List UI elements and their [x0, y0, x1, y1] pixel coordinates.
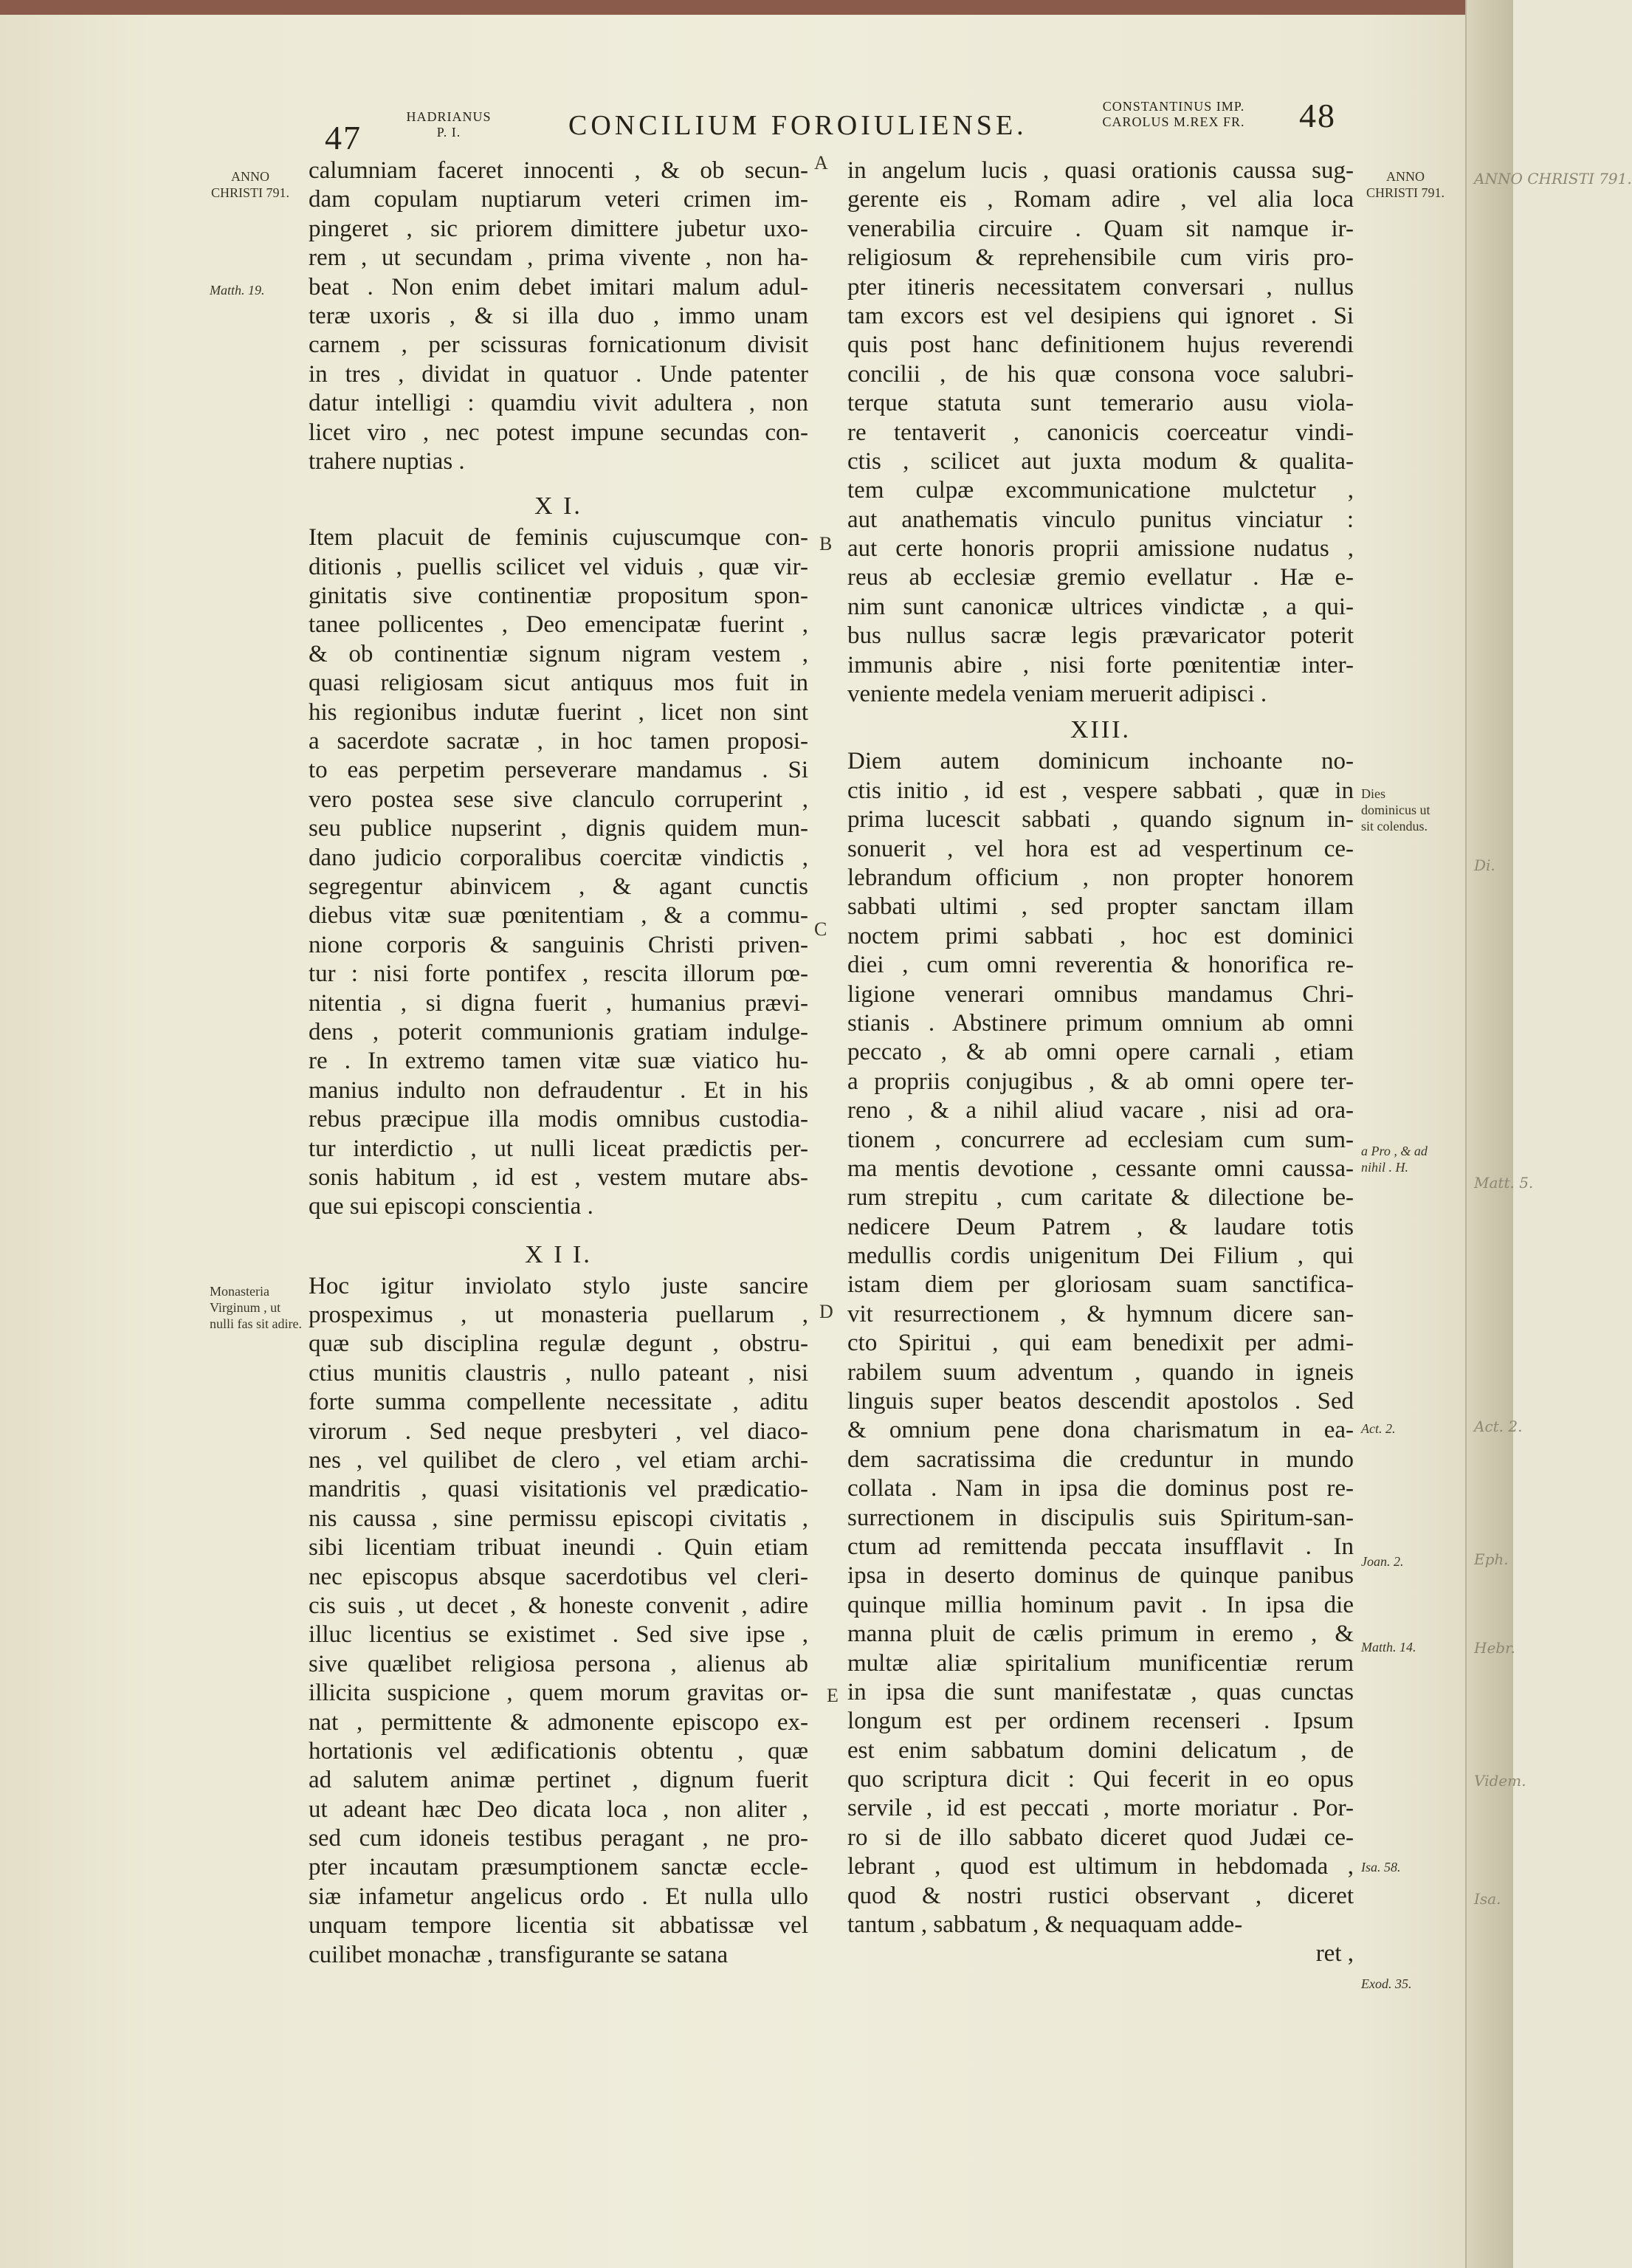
text-line: nes , vel quilibet de clero , vel etiam archi-: [309, 1447, 808, 1474]
section-letter-e: E: [827, 1685, 839, 1706]
text-line: linguis super beatos descendit apostolos . Sed: [847, 1388, 1354, 1415]
margin-note-isa: Isa. 58.: [1361, 1860, 1401, 1874]
text-line: dens , poterit communionis gratiam indulge-: [309, 1018, 808, 1045]
text-line: est enim sabbatum domini delicatum , de: [847, 1736, 1354, 1764]
text-line: rabilem suum adventum , quando in igneis: [847, 1358, 1354, 1386]
text-line: rebus præcipue illa modis omnibus custodia-: [309, 1106, 808, 1133]
text-line: & omnium pene dona charismatum in ea-: [847, 1417, 1354, 1444]
text-line: tionem , concurrere ad ecclesiam cum sum-: [847, 1126, 1354, 1153]
text-line: ctum ad remittenda peccata insufflavit . In: [847, 1533, 1354, 1560]
right-running-head: [1074, 99, 1273, 130]
text-line: multæ aliæ spiritalium munificentiæ rerum: [847, 1649, 1354, 1677]
text-line: ma mentis devotione , cessante omni caussa-: [847, 1155, 1354, 1182]
text-line: gerente eis , Romam adire , vel alia loca: [847, 186, 1354, 213]
catchword: ret ,: [1315, 1940, 1354, 1968]
text-line: quis post hanc definitionem hujus reverendi: [847, 331, 1354, 359]
text-line: re . In extremo tamen vitæ suæ viatico hu-: [309, 1048, 808, 1075]
text-line: prima lucescit sabbati , quando signum in-: [847, 806, 1354, 834]
text-line: aut certe honoris proprii amissione nudatus ,: [847, 535, 1354, 563]
text-line: stianis . Abstinere primum omnium ab omni: [847, 1009, 1354, 1037]
ghost-margin-note: ANNO CHRISTI 791.: [1474, 170, 1632, 188]
text-line: nat , permittente & admonente episcopo ex-: [309, 1708, 808, 1736]
text-line: ad salutem animæ pertinet , dignum fuerit: [309, 1767, 808, 1794]
section-letter-b: B: [819, 533, 833, 554]
text-line: ginitatis sive continentiæ propositum spon-: [309, 583, 808, 610]
text-line: venerabilia circuire . Quam sit namque ir-: [847, 215, 1354, 242]
text-line: in ipsa die sunt manifestatæ , quas cunctas: [847, 1678, 1354, 1705]
text-line: surrectionem in discipulis suis Spiritum-san-: [847, 1504, 1354, 1531]
right-page-number: 48: [1299, 97, 1336, 134]
text-line: bus nullus sacræ legis prævaricator poterit: [847, 622, 1354, 650]
text-line: lebrant , quod est ultimum in hebdomada ,: [847, 1853, 1354, 1880]
text-line: manna pluit de cælis primum in eremo , &: [847, 1621, 1354, 1648]
text-line: prospeximus , ut monasteria puellarum ,: [309, 1302, 808, 1329]
text-line: illuc licentius se existimet . Sed sive ipse ,: [309, 1621, 808, 1649]
ghost-margin-note: Di.: [1474, 856, 1495, 874]
text-line: datur intelligi : quamdiu vivit adultera , non: [309, 390, 808, 417]
text-line: quinque millia hominum pavit . In ipsa die: [847, 1591, 1354, 1618]
text-line: siæ infametur angelicus ordo . Et nulla ullo: [309, 1883, 808, 1910]
margin-note-matth: Matth. 19.: [210, 283, 265, 298]
right-column: [847, 157, 1354, 1969]
left-running-head: [404, 109, 493, 140]
text-line: diebus vitæ suæ pœnitentiam , & a commu-: [309, 902, 808, 929]
text-line: re tentaverit , canonicis coerceatur vindi-: [847, 419, 1354, 446]
text-line: ctis , scilicet aut juxta modum & qualita-: [847, 447, 1354, 475]
text-line: cuilibet monachæ , transfigurante se satana: [309, 1941, 729, 1968]
text-line: in tres , dividat in quatuor . Unde patenter: [309, 360, 808, 388]
text-line: religiosum & reprehensibile cum viris pro-: [847, 244, 1354, 272]
page-title: CONCILIUM FOROIULIENSE.: [568, 110, 1027, 141]
text-line: virorum . Sed neque presbyteri , vel diaco-: [309, 1418, 808, 1445]
text-line: aut anathematis vinculo punitus vinciatur :: [847, 506, 1354, 533]
text-line: ro si de illo sabbato diceret quod Judæi ce-: [847, 1824, 1354, 1851]
text-block: [309, 1272, 808, 1970]
margin-note-monasteria: Monasteria Virginum , ut nulli fas sit adire.: [210, 1284, 302, 1331]
running-head-line: CAROLUS M.REX FR.: [1102, 114, 1245, 129]
margin-note-matth-right: Matth. 14.: [1361, 1640, 1416, 1654]
text-line: Diem autem dominicum inchoante no-: [847, 748, 1354, 775]
text-line: concilii , de his quæ consona voce salubri-: [847, 360, 1354, 388]
text-line: segregentur abinvicem , & agant cunctis: [309, 873, 808, 900]
text-line: teræ uxoris , & si illa duo , immo unam: [309, 302, 808, 329]
running-head-line: P. I.: [436, 125, 461, 140]
text-line: his regionibus indutæ fuerint , licet non sint: [309, 698, 808, 726]
text-line: nione corporis & sanguinis Christi priven-: [309, 931, 808, 958]
text-line: nitentia , si digna fuerit , humanius prævi-: [309, 989, 808, 1017]
text-line: medullis cordis unigenitum Dei Filium , qui: [847, 1243, 1354, 1270]
text-line: pingeret , sic priorem dimittere jubetur uxo-: [309, 215, 808, 242]
text-line: a propriis conjugibus , & ab omni opere ter-: [847, 1068, 1354, 1095]
text-line: tantum , sabbatum , & nequaquam adde-: [847, 1911, 1243, 1939]
text-line: reus ab ecclesiæ gremio evellatur . Hæ e-: [847, 564, 1354, 591]
top-edge: [0, 0, 1512, 15]
text-line: sed cum idoneis testibus peragant , ne pro-: [309, 1825, 808, 1852]
text-line: trahere nuptias .: [309, 447, 465, 475]
section-letter-a: A: [814, 152, 828, 173]
text-line: licet viro , nec potest impune secundas con-: [309, 419, 808, 446]
text-line: quod & nostri rustici observant , diceret: [847, 1882, 1354, 1909]
text-line: tem culpæ excommunicatione mulctetur ,: [847, 477, 1354, 504]
text-line: diei , cum omni reverentia & honorifica re-: [847, 952, 1354, 979]
margin-note-act: Act. 2.: [1361, 1421, 1396, 1436]
text-line: noctem primi sabbati , hoc est dominici: [847, 922, 1354, 949]
text-line: mandritis , quasi visitationis vel prædicatio-: [309, 1476, 808, 1503]
text-line: ligione venerari omnibus mandamus Chri-: [847, 980, 1354, 1008]
ghost-margin-note: Isa.: [1474, 1890, 1501, 1908]
text-line: ditionis , puellis scilicet vel viduis , quæ vir-: [309, 553, 808, 580]
margin-note-dies-dominicus: Dies dominicus ut sit colendus.: [1361, 786, 1430, 834]
text-line: forte summa compellente necessitate , aditu: [309, 1389, 808, 1416]
text-block: [847, 747, 1354, 1939]
text-line: pter incautam præsumptionem sanctæ eccle-: [309, 1854, 808, 1881]
text-line: sibi licentiam tribuat ineundi . Quin etiam: [309, 1534, 808, 1561]
text-line: servile , id est peccati , morte moriatur . Por-: [847, 1795, 1354, 1822]
text-line: sabbati ultimi , sed propter sanctam illam: [847, 893, 1354, 921]
text-block: [309, 523, 808, 1221]
section-heading: X I I.: [525, 1240, 592, 1268]
text-line: collata . Nam in ipsa die dominus post re-: [847, 1475, 1354, 1502]
text-block: [309, 157, 808, 476]
text-line: carnem , per scissuras fornicationum divisit: [309, 331, 808, 359]
text-line: cis suis , ut decet , & honeste convenit , adire: [309, 1592, 808, 1619]
margin-note-anno-right: ANNO CHRISTI 791.: [1366, 169, 1445, 200]
text-line: pter itineris necessitatem conversari , nullus: [847, 273, 1354, 300]
text-line: tam excors est vel desipiens qui ignoret . Si: [847, 302, 1354, 329]
text-line: sive quælibet religiosa persona , alienus ab: [309, 1650, 808, 1677]
text-line: calumniam faceret innocenti , & ob secun-: [309, 157, 808, 184]
text-line: rum strepitu , cum caritate & dilectione be-: [847, 1184, 1354, 1212]
text-line: sonuerit , vel hora est ad vespertinum ce-: [847, 835, 1354, 862]
text-line: beat . Non enim debet imitari malum adul-: [309, 273, 808, 300]
text-line: hortationis vel ædificationis obtentu , quæ: [309, 1737, 808, 1764]
ghost-margin-note: Act. 2.: [1474, 1418, 1523, 1435]
text-line: nedicere Deum Patrem , & laudare totis: [847, 1213, 1354, 1240]
margin-note-anno: ANNO CHRISTI 791.: [210, 169, 289, 200]
margin-note-joan: Joan. 2.: [1361, 1554, 1404, 1569]
text-line: peccato , & ab omni opere carnali , etiam: [847, 1039, 1354, 1066]
text-line: seu publice nupserint , dignis quidem mun-: [309, 815, 808, 842]
text-line: nim sunt canonicæ ultrices vindictæ , a qui-: [847, 593, 1354, 620]
left-page-number: 47: [325, 119, 362, 157]
text-line: ctis initio , id est , vespere sabbati , quæ in: [847, 777, 1354, 804]
section-letter-c: C: [814, 918, 827, 940]
text-line: Hoc igitur inviolato stylo juste sancire: [309, 1272, 808, 1299]
text-line: manius indulto non defraudentur . Et in his: [309, 1076, 808, 1104]
text-line: quasi religiosam sicut antiquus mos fuit in: [309, 670, 808, 697]
running-head-line: CONSTANTINUS IMP.: [1102, 99, 1245, 114]
text-line: reno , & a nihil aliud vacare , nisi ad ora-: [847, 1097, 1354, 1124]
text-line: que sui episcopi conscientia .: [309, 1193, 593, 1220]
ghost-margin-note: Hebr.: [1474, 1639, 1515, 1657]
text-line: tanee pollicentes , Deo emencipatæ fuerint ,: [309, 611, 808, 639]
text-line: unquam tempore licentia sit abbatissæ vel: [309, 1912, 808, 1939]
text-line: tur interdictio , ut nulli liceat prædictis per-: [309, 1135, 808, 1162]
ghost-margin-note: Videm.: [1474, 1772, 1526, 1790]
ghost-margin-note: Matt. 5.: [1474, 1174, 1534, 1192]
facing-page-edge: [1465, 0, 1632, 2268]
text-line: cto Spiritui , qui eam benedixit per admi-: [847, 1330, 1354, 1357]
text-line: longum est per ordinem recenseri . Ipsum: [847, 1708, 1354, 1735]
text-line: rem , ut secundam , prima vivente , non ha-: [309, 244, 808, 272]
text-line: terque statuta sunt temerario ausu viola-: [847, 390, 1354, 417]
text-line: ut adeant hæc Deo dicata loca , non aliter ,: [309, 1796, 808, 1823]
text-line: tur : nisi forte pontifex , rescita illorum pœ-: [309, 961, 808, 988]
text-line: dam copulam nuptiarum veteri crimen im-: [309, 186, 808, 213]
text-line: sonis habitum , id est , vestem mutare abs-: [309, 1164, 808, 1191]
text-line: ipsa in deserto dominus de quinque panibus: [847, 1562, 1354, 1590]
text-line: istam diem per gloriosam suam sanctifica-: [847, 1271, 1354, 1299]
section-heading: X I.: [534, 492, 582, 520]
text-line: lebrandum officium , non propter honorem: [847, 864, 1354, 891]
text-line: dem sacratissima die creduntur in mundo: [847, 1446, 1354, 1473]
text-line: & ob continentiæ signum nigram vestem ,: [309, 640, 808, 667]
ghost-margin-note: Eph.: [1474, 1550, 1509, 1568]
text-line: nis caussa , sine permissu episcopi civitatis ,: [309, 1505, 808, 1532]
section-letter-d: D: [819, 1301, 833, 1322]
text-line: immunis abire , nisi forte pœnitentiæ inter-: [847, 651, 1354, 678]
margin-note-pro-ad-nihil: a Pro , & ad nihil . H.: [1361, 1144, 1428, 1175]
text-line: to eas perpetim perseverare mandamus . Si: [309, 757, 808, 784]
text-line: vero postea sese sive clanculo corruperint ,: [309, 786, 808, 813]
text-line: nec episcopus absque sacerdotibus vel cleri-: [309, 1563, 808, 1590]
section-heading: XIII.: [1070, 716, 1132, 744]
text-line: Item placuit de feminis cujuscumque con-: [309, 524, 808, 551]
text-line: dano judicio corporalibus coercitæ vindictis ,: [309, 844, 808, 871]
text-line: vit resurrectionem , & hymnum dicere san-: [847, 1300, 1354, 1327]
text-line: veniente medela veniam meruerit adipisci .: [847, 681, 1267, 708]
text-line: a sacerdote sacratæ , in hoc tamen proposi-: [309, 728, 808, 755]
left-column: [309, 157, 808, 1970]
text-line: in angelum lucis , quasi orationis caussa sug-: [847, 157, 1354, 184]
text-line: quæ sub disciplina regulæ degunt , obstru-: [309, 1330, 808, 1358]
text-block: [847, 157, 1354, 709]
text-line: quo scriptura dicit : Qui fecerit in eo opus: [847, 1766, 1354, 1793]
running-head-line: HADRIANUS: [406, 109, 492, 124]
text-line: ctius munitis claustris , nullo pateant , nisi: [309, 1359, 808, 1386]
text-line: illicita suspicione , quem morum gravitas or-: [309, 1680, 808, 1707]
margin-note-exod: Exod. 35.: [1361, 1976, 1412, 1991]
